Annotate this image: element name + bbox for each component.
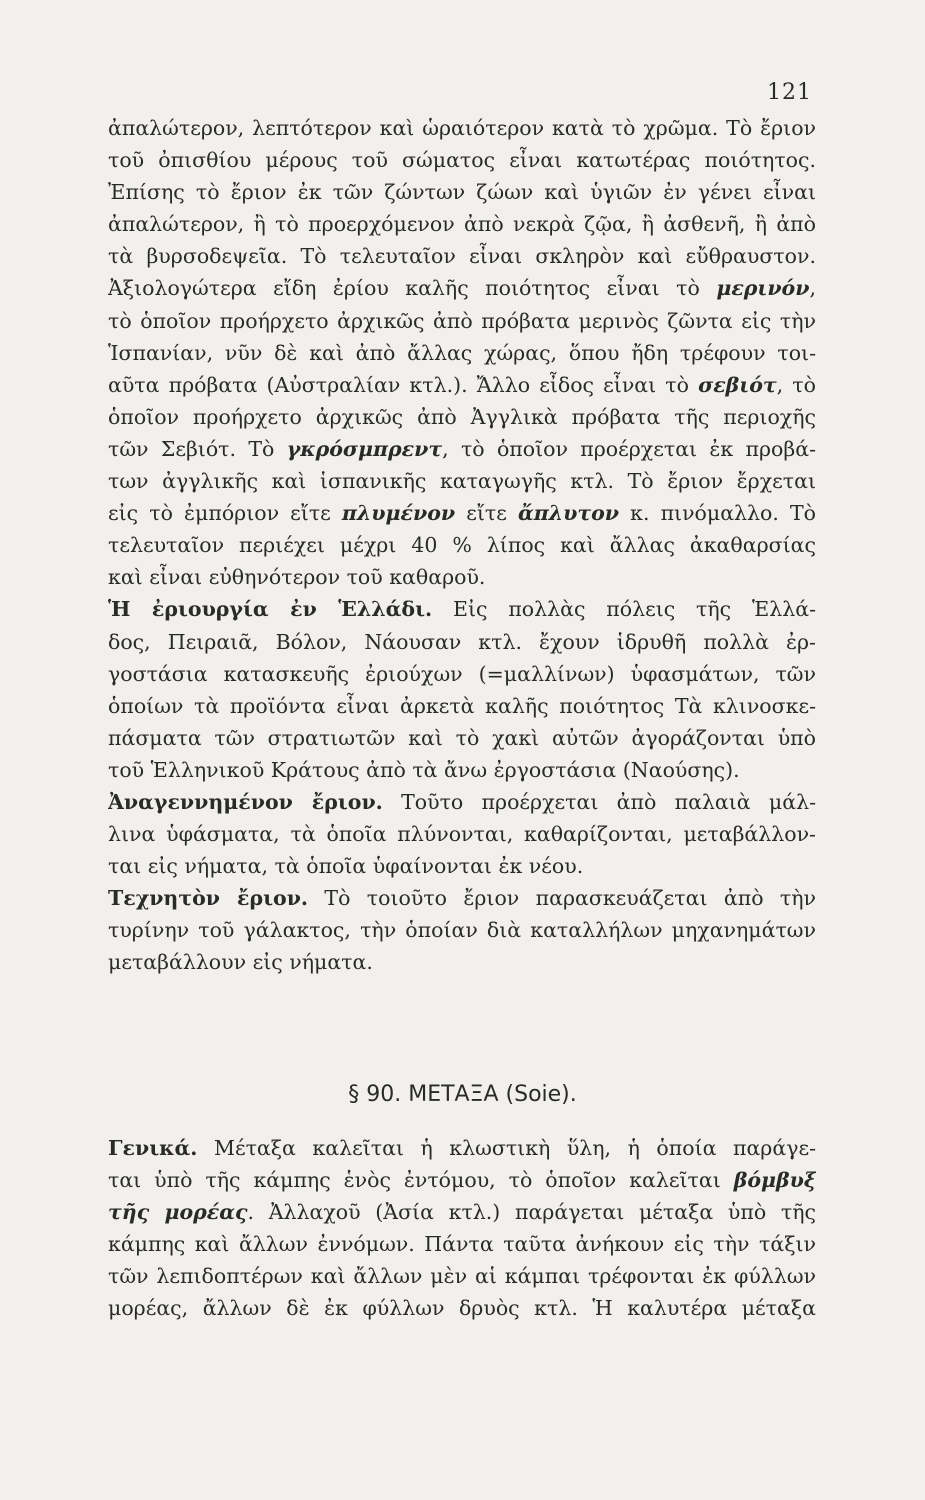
term-crossbred: γκρόσμπρεντ [286, 436, 443, 461]
text-line: τελευταῖον περιέχει μέχρι 40 % λίπος καὶ ἄλλας ἀκαθαρσίας [108, 533, 816, 558]
text-line [108, 593, 816, 625]
text-run: , τὸ [776, 372, 816, 397]
term-merino: μερινόν [716, 276, 810, 301]
term-unwashed: ἄπλυτον [517, 501, 620, 526]
text-line: τοῦ Ἑλληνικοῦ Κράτους ἀπὸ τὰ ἄνω ἐργοστάσια (Ναούσης). [108, 757, 740, 782]
body-text-wool [108, 112, 816, 979]
text-line: γοστάσια κατασκευῆς ἐριούχων (=μαλλίνων) ὑφασμάτων, τῶν [108, 661, 816, 686]
text-run: εἴτε [455, 501, 518, 526]
text-line: τὰ βυρσοδεψεῖα. Τὸ τελευταῖον εἶναι σκληρὸν καὶ εὔθραυστον. [108, 244, 816, 269]
text-line: τυρίνην τοῦ γάλακτος, τὴν ὁποίαν διὰ καταλλήλων μηχανημάτων [108, 918, 816, 943]
text-line: δος, Πειραιᾶ, Βόλον, Νάουσαν κτλ. ἔχουν ἱδρυθῆ πολλὰ ἐρ- [108, 629, 816, 654]
text-line: τὸ ὁποῖον προήρχετο ἀρχικῶς ἀπὸ πρόβατα μερινὸς ζῶντα εἰς τὴν [108, 308, 816, 333]
text-line [108, 433, 816, 465]
text-line: τῶν λεπιδοπτέρων καὶ ἄλλων μὲν αἱ κάμπαι τρέφονται ἐκ φύλλων [108, 1264, 816, 1289]
subheading-wool-greece: Ἡ ἐριουργία ἐν Ἑλλάδι. [108, 597, 433, 622]
term-bombyx: βόμβυξ [733, 1168, 816, 1193]
text-line [108, 1164, 816, 1196]
subheading-general: Γενικά. [108, 1136, 198, 1160]
text-line: τοῦ ὀπισθίου μέρους τοῦ σώματος εἶναι κατωτέρας ποιότητος. [108, 148, 816, 173]
text-run: κ. πινόμαλλο. Τὸ [619, 501, 816, 526]
text-run: αῦτα πρόβατα (Αὐστραλίαν κτλ.). Ἄλλο εἶδος εἶναι τὸ [108, 372, 699, 397]
text-line: Ἱσπανίαν, νῦν δὲ καὶ ἀπὸ ἄλλας χώρας, ὅπου ἤδη τρέφουν τοι- [108, 340, 816, 365]
text-line: μορέας, ἄλλων δὲ ἐκ φύλλων δρυὸς κτλ. Ἡ καλυτέρα μέταξα [108, 1296, 816, 1321]
text-run: εἰς τὸ ἐμπόριον εἴτε [108, 501, 342, 526]
text-line: καὶ εἶναι εὐθηνότερον τοῦ καθαροῦ. [108, 565, 486, 590]
text-line: ὁποῖον προήρχετο ἀρχικῶς ἀπὸ Ἀγγλικὰ πρόβατα τῆς περιοχῆς [108, 404, 816, 429]
text-line: μεταβάλλουν εἰς νήματα. [108, 950, 373, 975]
text-run: Τὸ τοιοῦτο ἔριον παρασκευάζεται ἀπὸ τὴν [308, 886, 816, 911]
text-line: Ἐπίσης τὸ ἔριον ἐκ τῶν ζώντων ζώων καὶ ὑγιῶν ἐν γένει εἶναι [108, 180, 816, 205]
term-cheviot: σεβιότ [698, 372, 777, 397]
text-line: ὁποίων τὰ προϊόντα εἶναι ἀρκετὰ καλῆς ποιότητος Τὰ κλινοσκε- [108, 693, 816, 718]
subheading-regenerated-wool: Ἀναγεννημένον ἔριον. [108, 789, 383, 814]
text-line: ται εἰς νήματα, τὰ ὁποῖα ὑφαίνονται ἐκ νέου. [108, 854, 584, 879]
text-run: Εἰς πολλὰς πόλεις τῆς Ἑλλά- [432, 597, 816, 622]
text-line [108, 882, 816, 914]
text-line: ἀπαλώτερον, λεπτότερον καὶ ὡραιότερον κατὰ τὸ χρῶμα. Τὸ ἔριον [108, 116, 816, 140]
text-line: των ἀγγλικῆς καὶ ἱσπανικῆς καταγωγῆς κτλ. Τὸ ἔριον ἔρχεται [108, 469, 816, 494]
text-line [108, 272, 816, 304]
text-run: . Ἀλλαχοῦ (Ἀσία κτλ.) παράγεται μέταξα ὑπὸ τῆς [247, 1200, 816, 1225]
text-run: τῶν Σεβιότ. Τὸ [108, 436, 287, 461]
text-line: λινα ὑφάσματα, τὰ ὁποῖα πλύνονται, καθαρίζονται, μεταβάλλον- [108, 822, 816, 847]
text-run: ται ὑπὸ τῆς κάμπης ἑνὸς ἐντόμου, τὸ ὁποῖον καλεῖται [108, 1168, 734, 1193]
term-washed: πλυμένον [341, 501, 456, 526]
text-line: ἀπαλώτερον, ἢ τὸ προερχόμενον ἀπὸ νεκρὰ ζῷα, ἢ ἀσθενῆ, ἢ ἀπὸ [108, 212, 816, 237]
text-line [108, 497, 816, 529]
text-line: πάσματα τῶν στρατιωτῶν καὶ τὸ χακὶ αὐτῶν ἀγοράζονται ὑπὸ [108, 725, 816, 750]
text-line [108, 369, 816, 401]
body-text-silk [108, 1132, 816, 1325]
text-run: , τὸ ὁποῖον προέρχεται ἐκ προβά- [442, 436, 816, 461]
text-run: Τοῦτο προέρχεται ἀπὸ παλαιὰ μάλ- [382, 789, 816, 814]
text-line: κάμπης καὶ ἄλλων ἐννόμων. Πάντα ταῦτα ἀνήκουν εἰς τὴν τάξιν [108, 1232, 816, 1257]
text-line [108, 1196, 816, 1228]
text-run: Ἀξιολογώτερα εἴδη ἐρίου καλῆς ποιότητος εἶναι τὸ [108, 276, 717, 301]
page-number: 121 [767, 80, 812, 105]
section-heading: § 90. ΜΕΤΑΞΑ (Soie). [348, 1082, 577, 1107]
text-run: Μέταξα καλεῖται ἡ κλωστικὴ ὕλη, ἡ ὁποία παράγε- [197, 1136, 816, 1160]
text-run: , [809, 276, 816, 301]
text-line [108, 1132, 816, 1164]
term-mulberry: τῆς μορέας [108, 1200, 248, 1225]
subheading-artificial-wool: Τεχνητὸν ἔριον. [108, 886, 309, 911]
text-line [108, 786, 816, 818]
